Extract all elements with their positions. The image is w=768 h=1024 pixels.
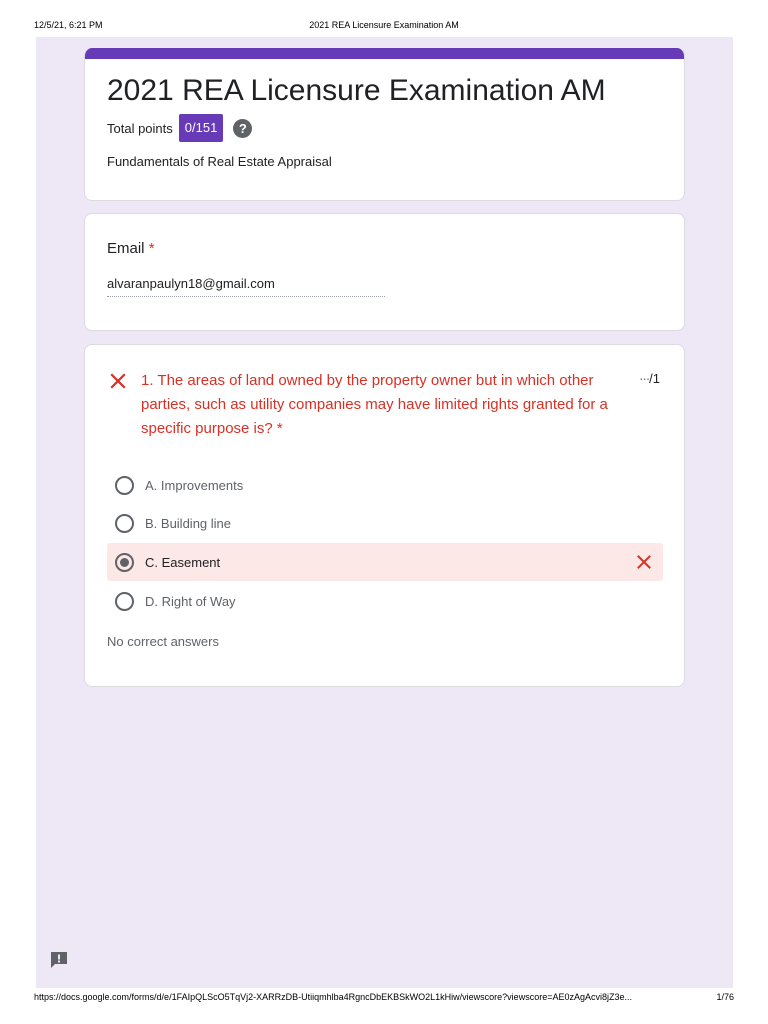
email-label-text: Email [107,240,145,257]
option-label: C. Easement [145,554,221,570]
option-d[interactable] [107,582,663,620]
print-footer [0,992,768,1012]
question-score [639,371,660,386]
print-datetime: 12/5/21, 6:21 PM [34,20,103,30]
option-label: D. Right of Way [145,593,236,609]
incorrect-icon [637,555,651,569]
radio-button[interactable] [115,514,134,533]
report-problem-icon[interactable] [49,950,69,970]
option-b[interactable] [107,504,663,542]
required-asterisk: * [148,240,155,257]
no-correct-answers-text: No correct answers [107,634,219,649]
radio-button-selected[interactable] [115,553,134,572]
print-doc-title: 2021 REA Licensure Examination AM [309,20,459,30]
help-icon[interactable]: ? [233,119,252,138]
question-card [84,344,685,687]
radio-dot [120,558,129,567]
print-header [0,0,768,34]
form-title: 2021 REA Licensure Examination AM [107,74,606,107]
radio-button[interactable] [115,592,134,611]
score-total: /1 [649,371,660,386]
total-points-label: Total points [107,120,173,136]
question-text: 1. The areas of land owned by the property owner but in which other parties, such as utility companies may have limited rights granted for a specific purpose is? * [141,372,608,437]
total-points-row [107,114,252,142]
option-label: B. Building line [145,515,231,531]
form-description: Fundamentals of Real Estate Appraisal [107,154,332,169]
header-accent-bar [85,48,684,59]
email-label [107,240,155,257]
score-dots: ··· [639,371,650,386]
option-c[interactable] [107,543,663,581]
close-icon [109,372,127,390]
total-points-badge: 0/151 [179,114,224,142]
option-a[interactable] [107,466,663,504]
print-url: https://docs.google.com/forms/d/e/1FAIpQLScO5TqVj2-XARRzDB-Utiiqmhlba4RgncDbEKBSkWO2L1kHiw/viewscore?viewscore=AE0zAgAcvi8jZ3e... [34,992,632,1002]
email-card [84,213,685,331]
option-label: A. Improvements [145,477,244,493]
form-header-card [84,48,685,201]
print-page-number: 1/76 [716,992,734,1002]
radio-button[interactable] [115,476,134,495]
email-field: alvaranpaulyn18@gmail.com [107,276,385,297]
